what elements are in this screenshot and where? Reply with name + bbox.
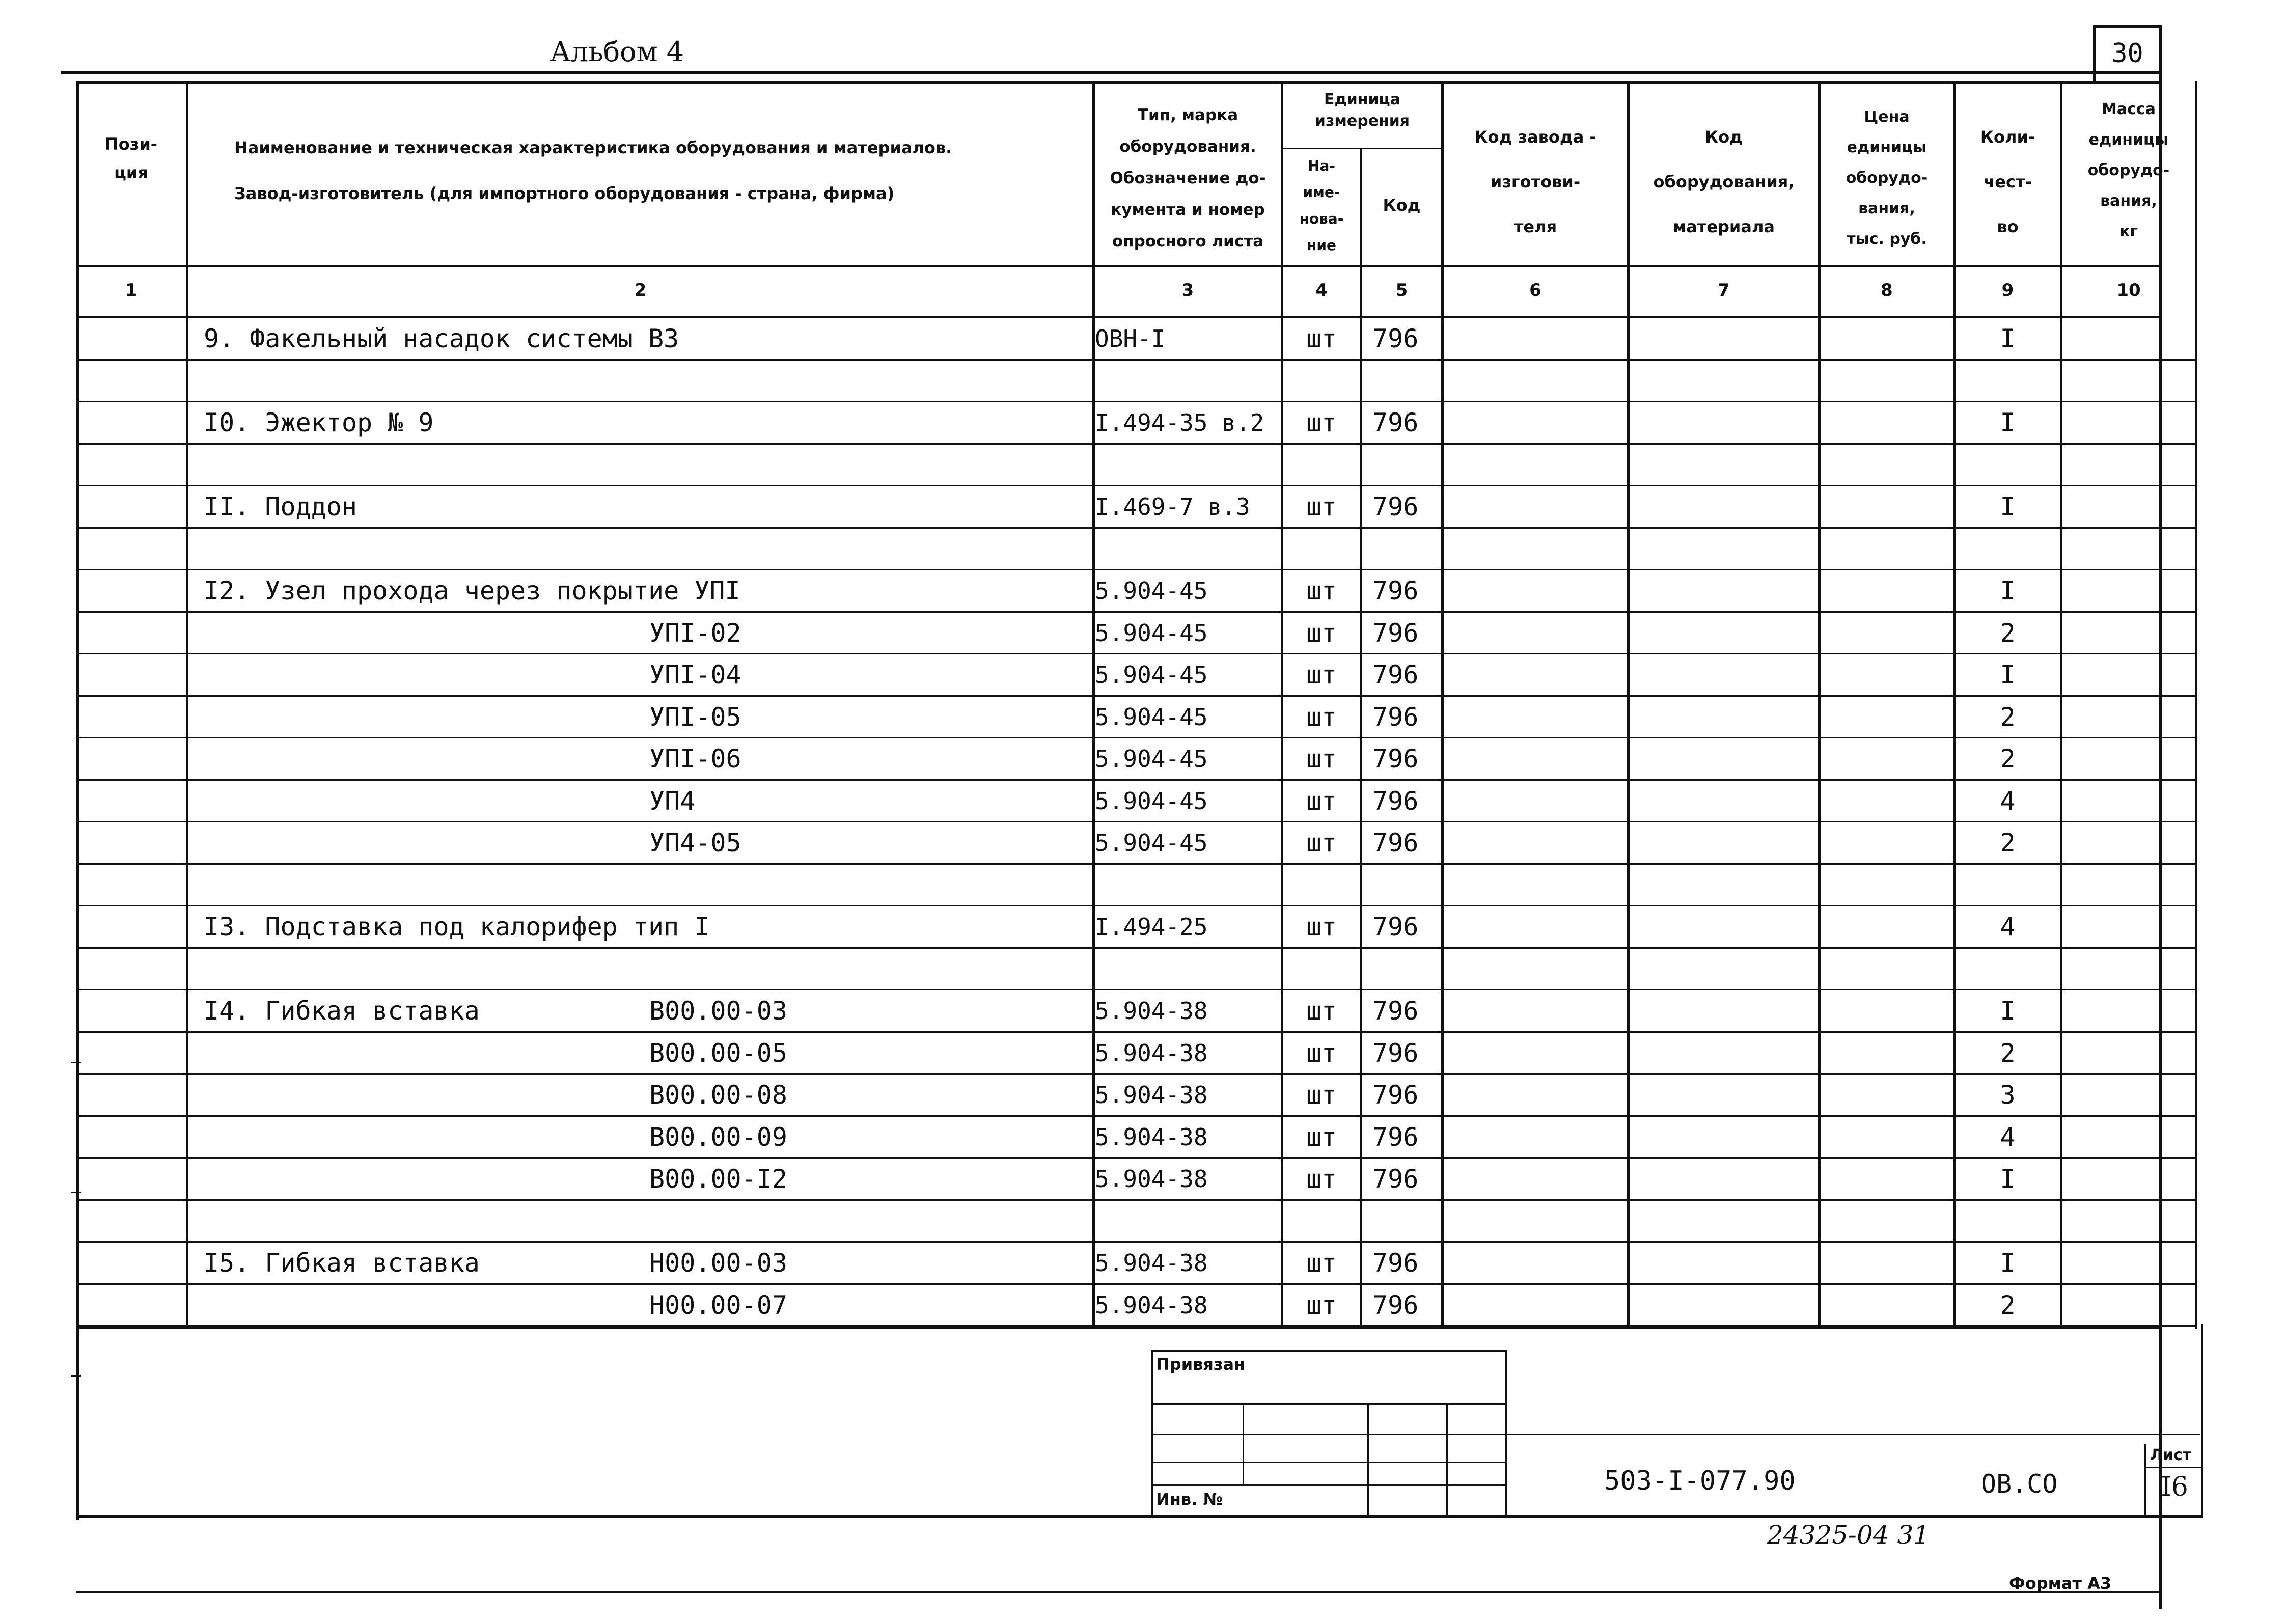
cell-variant: В00.00-08 (649, 1080, 787, 1110)
col-num-5: 5 (1395, 280, 1408, 300)
cell-doc: 5.904-45 (1095, 745, 1208, 773)
cell-name: I2. Узел прохода через покрытие УПI (204, 576, 740, 605)
col-num-8: 8 (1881, 280, 1893, 300)
cell-qty: 4 (2000, 786, 2016, 816)
frame-bottom-line (76, 1591, 2162, 1593)
cell-code: 796 (1372, 1038, 1419, 1068)
col2-header (188, 125, 1138, 216)
table-row (0, 781, 2285, 823)
col2-header-text: Наименование и техническая характеристика оборудования и материалов. Завод-изготовитель (для импортного оборудования - страна, фирма) (234, 138, 952, 203)
cell-doc: 5.904-45 (1095, 661, 1208, 689)
privyazan-label: Привязан (1156, 1355, 1246, 1374)
cell-unit: шт (1306, 1290, 1337, 1320)
cell-doc: 5.904-45 (1095, 577, 1208, 604)
cell-variant: В00.00-03 (649, 996, 787, 1026)
cell-code: 796 (1372, 828, 1419, 858)
cell-doc: ОВН-I (1095, 325, 1166, 352)
section-code: ОВ.СО (1981, 1469, 2058, 1499)
col5-header (1362, 191, 1441, 219)
cell-doc: 5.904-38 (1095, 1249, 1208, 1277)
cell-qty: I (2000, 408, 2016, 437)
stamp-left-border (1151, 1350, 1153, 1515)
table-row (0, 1201, 2285, 1243)
cell-unit: шт (1306, 828, 1337, 858)
col7-header (1630, 115, 1818, 249)
cell-code: 796 (1372, 408, 1419, 437)
cell-variant: УПI-06 (649, 744, 741, 774)
cell-unit: шт (1306, 660, 1337, 690)
col9-header-text: Коли- чест- во (1980, 127, 2035, 236)
stamp-grid-line-3 (1151, 1462, 1507, 1463)
cell-unit: шт (1306, 492, 1337, 521)
cell-doc: 5.904-38 (1095, 997, 1208, 1025)
margin-tick-3 (71, 1375, 81, 1377)
table-row (0, 1117, 2285, 1159)
table-row (0, 1033, 2285, 1075)
page-number-box-top (2093, 25, 2162, 28)
cell-unit: шт (1306, 324, 1337, 353)
sheet-number: I6 (2161, 1472, 2188, 1502)
cell-qty: 2 (2000, 1290, 2016, 1320)
table-row (0, 402, 2285, 445)
col7-header-text: Код оборудования, материала (1653, 127, 1795, 236)
header-bottom-line (76, 265, 2159, 267)
margin-tick-1 (71, 1062, 81, 1063)
table-row (0, 613, 2285, 655)
table-row (0, 570, 2285, 613)
cell-unit: шт (1306, 1038, 1337, 1068)
table-row (0, 990, 2285, 1033)
col10-header-text: Масса единицы оборудо- вания, кг (2087, 100, 2170, 240)
cell-name: I0. Эжектор № 9 (204, 408, 434, 437)
cell-qty: I (2000, 996, 2016, 1026)
cell-doc: I.469-7 в.3 (1095, 493, 1250, 520)
cell-doc: 5.904-38 (1095, 1291, 1208, 1319)
col9-header (1956, 115, 2060, 249)
cell-variant: УПI-05 (649, 702, 741, 732)
album-label: Альбом 4 (550, 36, 684, 68)
stamp-inner-divider (1505, 1350, 1507, 1515)
cell-qty: I (2000, 324, 2016, 353)
cell-qty: 2 (2000, 618, 2016, 648)
cell-code: 796 (1372, 1080, 1419, 1110)
col6-header (1444, 115, 1627, 249)
cell-unit: шт (1306, 618, 1337, 648)
inv-number-label: Инв. № (1156, 1490, 1223, 1509)
cell-doc: 5.904-45 (1095, 703, 1208, 731)
cell-variant: УП4-05 (649, 828, 741, 858)
cell-doc: 5.904-45 (1095, 619, 1208, 647)
table-body-bottom-line (76, 1327, 2159, 1329)
col6-header-text: Код завода - изготови- теля (1474, 127, 1596, 236)
cell-qty: 4 (2000, 1122, 2016, 1152)
unit-group-divider (1281, 148, 1441, 149)
cell-unit: шт (1306, 744, 1337, 774)
cell-code: 796 (1372, 1122, 1419, 1152)
cell-qty: I (2000, 1248, 2016, 1278)
table-row (0, 361, 2285, 403)
col1-header (76, 130, 186, 187)
col8-header-text: Цена единицы оборудо- вания, тыс. руб. (1846, 108, 1928, 248)
col3-header (1095, 99, 1281, 257)
document-code: 503-I-077.90 (1604, 1466, 1796, 1496)
col4-header-text: На- име- нова- ние (1299, 157, 1344, 254)
cell-unit: шт (1306, 912, 1337, 942)
cell-qty: 2 (2000, 828, 2016, 858)
table-row (0, 445, 2285, 487)
stamp-grid-line-4 (1151, 1484, 1507, 1486)
cell-doc: 5.904-38 (1095, 1165, 1208, 1193)
cell-unit: шт (1306, 786, 1337, 816)
cell-variant: В00.00-05 (649, 1038, 787, 1068)
cell-doc: I.494-35 в.2 (1095, 409, 1264, 436)
table-row (0, 318, 2285, 361)
cell-code: 796 (1372, 744, 1419, 774)
cell-code: 796 (1372, 996, 1419, 1026)
sheet-label: Лист (2150, 1446, 2192, 1464)
cell-code: 796 (1372, 324, 1419, 353)
cell-qty: I (2000, 492, 2016, 521)
cell-code: 796 (1372, 1164, 1419, 1194)
handwritten-number: 24325-04 31 (1767, 1520, 1930, 1550)
cell-qty: I (2000, 576, 2016, 605)
col-num-3: 3 (1181, 280, 1194, 300)
cell-variant: УПI-02 (649, 618, 741, 648)
cell-name: I4. Гибкая вставка (204, 996, 480, 1026)
cell-code: 796 (1372, 702, 1419, 732)
unit-group-header-text: Единица измерения (1314, 91, 1410, 130)
cell-doc: 5.904-38 (1095, 1081, 1208, 1109)
stamp-grid-col-1 (1243, 1403, 1244, 1484)
col1-header-text: Пози- ция (104, 134, 158, 182)
cell-qty: 2 (2000, 702, 2016, 732)
table-top-border (76, 81, 2159, 84)
cell-unit: шт (1306, 1080, 1337, 1110)
cell-name: I3. Подставка под калорифер тип I (204, 912, 710, 942)
stamp-grid-line-2 (1151, 1434, 2200, 1435)
table-row (0, 654, 2285, 697)
cell-unit: шт (1306, 408, 1337, 437)
cell-code: 796 (1372, 660, 1419, 690)
col-num-2: 2 (634, 280, 647, 300)
cell-code: 796 (1372, 912, 1419, 942)
margin-tick-2 (71, 1192, 81, 1193)
cell-code: 796 (1372, 576, 1419, 605)
col-num-10: 10 (2116, 280, 2141, 300)
sheet-box-divider (2144, 1467, 2203, 1468)
cell-name: 9. Факельный насадок системы ВЗ (204, 324, 679, 353)
cell-code: 796 (1372, 786, 1419, 816)
stamp-grid-col-2 (1367, 1403, 1369, 1515)
cell-unit: шт (1306, 996, 1337, 1026)
cell-doc: 5.904-45 (1095, 829, 1208, 857)
table-row (0, 697, 2285, 739)
table-row (0, 1285, 2285, 1327)
col10-header (2062, 94, 2195, 247)
unit-group-header (1283, 89, 1441, 132)
cell-qty: I (2000, 660, 2016, 690)
stamp-grid-col-3 (1446, 1403, 1448, 1515)
table-row (0, 1243, 2285, 1285)
cell-unit: шт (1306, 702, 1337, 732)
table-row (0, 865, 2285, 907)
col5-header-text: Код (1383, 196, 1421, 215)
cell-doc: I.494-25 (1095, 913, 1208, 941)
col-num-4: 4 (1315, 280, 1328, 300)
cell-qty: I (2000, 1164, 2016, 1194)
format-label: Формат А3 (2009, 1574, 2112, 1593)
cell-qty: 2 (2000, 1038, 2016, 1068)
cell-variant: УП4 (649, 786, 696, 816)
stamp-grid-line-1 (1151, 1403, 1507, 1405)
cell-qty: 2 (2000, 744, 2016, 774)
cell-code: 796 (1372, 1290, 1419, 1320)
cell-name: II. Поддон (204, 492, 357, 521)
cell-variant: В00.00-I2 (649, 1164, 787, 1194)
stamp-bottom-line (76, 1515, 2203, 1518)
table-row (0, 949, 2285, 991)
col3-header-text: Тип, марка оборудования. Обозначение до- кумента и номер опросного листа (1110, 106, 1266, 251)
cell-doc: 5.904-38 (1095, 1039, 1208, 1067)
cell-code: 796 (1372, 492, 1419, 521)
cell-unit: шт (1306, 1164, 1337, 1194)
col8-header (1821, 102, 1953, 255)
cell-unit: шт (1306, 576, 1337, 605)
cell-code: 796 (1372, 1248, 1419, 1278)
cell-qty: 3 (2000, 1080, 2016, 1110)
cell-unit: шт (1306, 1248, 1337, 1278)
col-num-7: 7 (1718, 280, 1730, 300)
table-row (0, 486, 2285, 529)
frame-top-line (61, 71, 2162, 74)
cell-variant: Н00.00-07 (649, 1290, 787, 1320)
table-row (0, 822, 2285, 865)
cell-doc: 5.904-45 (1095, 787, 1208, 815)
cell-code: 796 (1372, 618, 1419, 648)
cell-name: I5. Гибкая вставка (204, 1248, 480, 1278)
cell-doc: 5.904-38 (1095, 1123, 1208, 1151)
cell-qty: 4 (2000, 912, 2016, 942)
table-row (0, 906, 2285, 949)
table-row (0, 1075, 2285, 1117)
stamp-top-border (1151, 1350, 1507, 1352)
table-row (0, 529, 2285, 571)
col-num-6: 6 (1529, 280, 1541, 300)
col-num-9: 9 (2001, 280, 2014, 300)
top-page-number: 30 (2111, 38, 2143, 69)
table-row (0, 738, 2285, 781)
cell-variant: Н00.00-03 (649, 1248, 787, 1278)
cell-variant: УПI-04 (649, 660, 741, 690)
table-row (0, 1159, 2285, 1201)
cell-unit: шт (1306, 1122, 1337, 1152)
col4-header (1283, 153, 1360, 259)
cell-variant: В00.00-09 (649, 1122, 787, 1152)
col-num-1: 1 (125, 280, 137, 300)
